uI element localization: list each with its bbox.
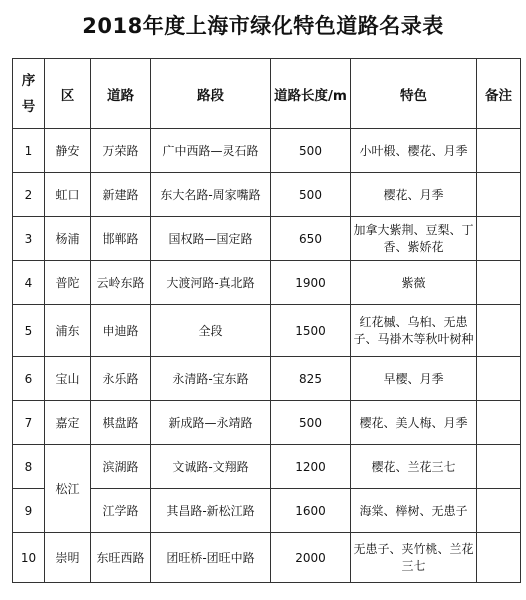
cell-feature: 无患子、夹竹桃、兰花三七 (351, 533, 477, 583)
cell-no: 3 (13, 217, 45, 261)
cell-feature: 早樱、月季 (351, 357, 477, 401)
cell-feature: 樱花、美人梅、月季 (351, 401, 477, 445)
header-district: 区 (45, 59, 91, 129)
cell-district: 静安 (45, 129, 91, 173)
table-row (13, 261, 521, 305)
cell-remarks (477, 173, 521, 217)
cell-road: 棋盘路 (91, 401, 151, 445)
cell-road: 滨湖路 (91, 445, 151, 489)
header-remarks: 备注 (477, 59, 521, 129)
header-feature: 特色 (351, 59, 477, 129)
cell-feature: 樱花、兰花三七 (351, 445, 477, 489)
cell-district: 普陀 (45, 261, 91, 305)
header-serial-top: 序 (21, 72, 36, 89)
cell-length: 1200 (271, 445, 351, 489)
cell-district: 松江 (45, 445, 91, 533)
cell-section: 国权路—国定路 (151, 217, 271, 261)
table-row (13, 401, 521, 445)
table-row (13, 305, 521, 357)
table-row (13, 173, 521, 217)
cell-no: 10 (13, 533, 45, 583)
cell-section: 全段 (151, 305, 271, 357)
table-row (13, 217, 521, 261)
cell-feature: 加拿大紫荆、豆梨、丁香、紫娇花 (351, 217, 477, 261)
cell-length: 500 (271, 401, 351, 445)
cell-section: 大渡河路-真北路 (151, 261, 271, 305)
header-road: 道路 (91, 59, 151, 129)
cell-road: 邯郸路 (91, 217, 151, 261)
table-row (13, 533, 521, 583)
header-serial-bottom: 号 (21, 98, 36, 115)
cell-remarks (477, 357, 521, 401)
cell-section: 广中西路—灵石路 (151, 129, 271, 173)
cell-district: 虹口 (45, 173, 91, 217)
cell-district: 崇明 (45, 533, 91, 583)
cell-feature: 海棠、榉树、无患子 (351, 489, 477, 533)
road-directory-table (12, 58, 521, 583)
cell-road: 申迪路 (91, 305, 151, 357)
table-row (13, 357, 521, 401)
cell-road: 新建路 (91, 173, 151, 217)
cell-length: 2000 (271, 533, 351, 583)
cell-length: 825 (271, 357, 351, 401)
cell-length: 1600 (271, 489, 351, 533)
cell-district: 杨浦 (45, 217, 91, 261)
cell-remarks (477, 445, 521, 489)
cell-remarks (477, 129, 521, 173)
header-length: 道路长度/m (271, 59, 351, 129)
cell-road: 万荣路 (91, 129, 151, 173)
cell-no: 1 (13, 129, 45, 173)
header-section: 路段 (151, 59, 271, 129)
cell-length: 650 (271, 217, 351, 261)
cell-remarks (477, 401, 521, 445)
cell-no: 2 (13, 173, 45, 217)
table-row (13, 445, 521, 489)
cell-section: 新成路—永靖路 (151, 401, 271, 445)
cell-remarks (477, 217, 521, 261)
cell-section: 团旺桥-团旺中路 (151, 533, 271, 583)
header-row (13, 59, 521, 129)
cell-remarks (477, 533, 521, 583)
cell-road: 江学路 (91, 489, 151, 533)
cell-road: 东旺西路 (91, 533, 151, 583)
cell-district: 宝山 (45, 357, 91, 401)
cell-feature: 小叶椴、樱花、月季 (351, 129, 477, 173)
table-row (13, 129, 521, 173)
cell-district: 嘉定 (45, 401, 91, 445)
cell-length: 500 (271, 129, 351, 173)
cell-district: 浦东 (45, 305, 91, 357)
cell-remarks (477, 489, 521, 533)
header-serial (13, 59, 45, 129)
cell-no: 4 (13, 261, 45, 305)
cell-section: 永清路-宝东路 (151, 357, 271, 401)
cell-section: 东大名路-周家嘴路 (151, 173, 271, 217)
cell-no: 5 (13, 305, 45, 357)
page-title: 2018年度上海市绿化特色道路名录表 (82, 14, 444, 38)
cell-length: 500 (271, 173, 351, 217)
cell-feature: 樱花、月季 (351, 173, 477, 217)
cell-feature: 紫薇 (351, 261, 477, 305)
cell-no: 6 (13, 357, 45, 401)
cell-remarks (477, 305, 521, 357)
cell-remarks (477, 261, 521, 305)
cell-feature: 红花槭、乌桕、无患子、马褂木等秋叶树种 (351, 305, 477, 357)
cell-section: 文诚路-文翔路 (151, 445, 271, 489)
cell-road: 云岭东路 (91, 261, 151, 305)
cell-no: 9 (13, 489, 45, 533)
cell-road: 永乐路 (91, 357, 151, 401)
cell-length: 1500 (271, 305, 351, 357)
cell-no: 8 (13, 445, 45, 489)
cell-no: 7 (13, 401, 45, 445)
cell-section: 其昌路-新松江路 (151, 489, 271, 533)
cell-length: 1900 (271, 261, 351, 305)
